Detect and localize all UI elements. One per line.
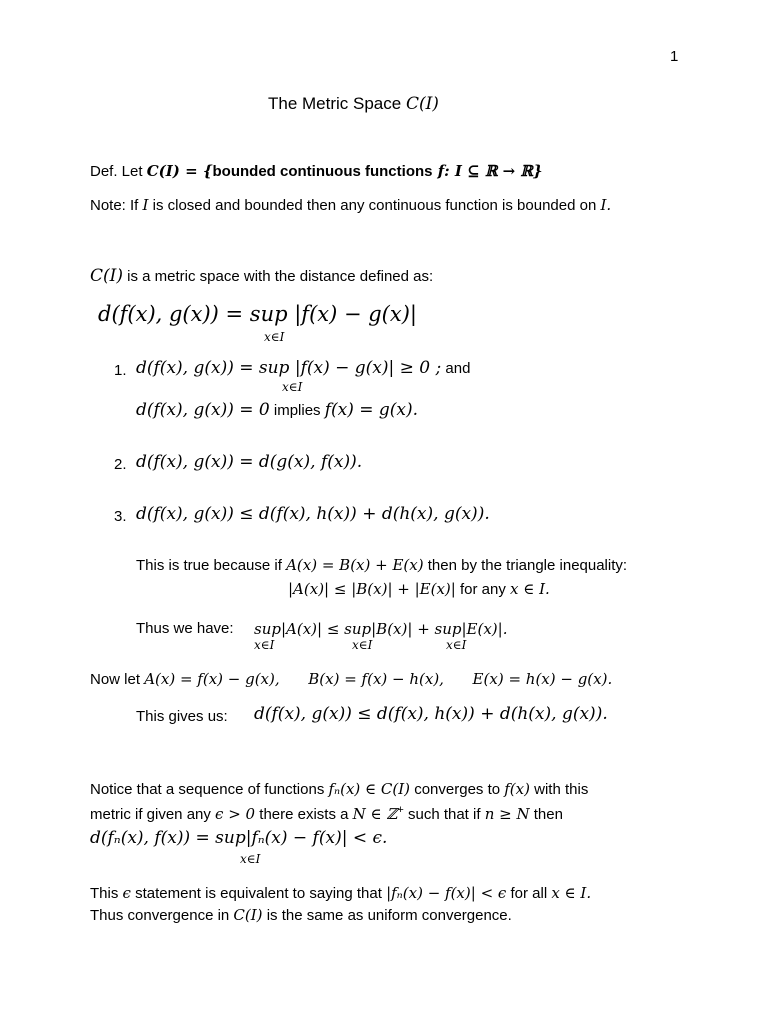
notice-text-b: converges to [410, 781, 505, 798]
notice2-math-eps: ϵ > 0 [215, 805, 256, 823]
eps-math-3: x ∈ I. [551, 884, 592, 902]
def-prefix: Def. Let [90, 163, 147, 180]
eps-text-a: This [90, 885, 123, 902]
true-end: then by the triangle inequality: [423, 557, 628, 574]
item3-number: 3. [114, 508, 127, 525]
def-math1: C(I) = { [146, 162, 213, 180]
item2-formula: d(f(x), g(x)) = d(g(x), f(x)). [136, 452, 363, 472]
eps-math-2: |fₙ(x) − f(x)| < ϵ [386, 884, 507, 902]
notice2-text-b: there exists a [255, 806, 353, 823]
eps-math-1: ϵ [122, 884, 131, 902]
title-text: The Metric Space [268, 94, 406, 113]
notice2-math-n: n ≥ N [484, 805, 530, 823]
nowlet-math: A(x) = f(x) − g(x), B(x) = f(x) − h(x), E(x) = h(x) − g(x). [144, 670, 613, 688]
convergence-line [90, 906, 512, 924]
thus-sub-3: x∈I [446, 638, 467, 652]
true-line [136, 556, 627, 574]
item1-line [136, 358, 470, 378]
notice-subscript: x∈I [240, 852, 261, 866]
notice2-text-c: such that if [403, 806, 485, 823]
notice-math-fn: fₙ(x) ∈ C(I) [328, 780, 411, 798]
notice2-math-N: N ∈ ℤ [352, 805, 398, 823]
ineq-math: |A(x)| ≤ |B(x)| + |E(x)| [288, 580, 456, 598]
metric-intro [90, 266, 433, 286]
notice-line-2 [90, 804, 563, 823]
eps-text-c: for all [506, 885, 552, 902]
ineq-text: for any [455, 581, 511, 598]
thus-sub-1: x∈I [254, 638, 275, 652]
note-mid: is closed and bounded then any continuous function is bounded on [148, 197, 601, 214]
note-I: I [142, 196, 149, 214]
true-text: This is true because if [136, 557, 287, 574]
conv-math: C(I) [233, 906, 263, 924]
nowlet-line [90, 670, 612, 688]
eps-text-b: statement is equivalent to saying that [130, 885, 387, 902]
notice2-text-a: metric if given any [90, 806, 216, 823]
notice-text-c: with this [529, 781, 589, 798]
item1-number: 1. [114, 362, 127, 379]
note-end: I. [600, 196, 612, 214]
item2-number: 2. [114, 456, 127, 473]
notice-line-1 [90, 780, 588, 798]
item1-formula: d(f(x), g(x)) = sup |f(x) − g(x)| ≥ 0 ; [136, 358, 442, 378]
item1b-math: d(f(x), g(x)) = 0 [136, 400, 270, 420]
metric-math: C(I) [90, 266, 123, 286]
conv-text-b: is the same as uniform convergence. [262, 907, 512, 924]
epsilon-line [90, 884, 591, 902]
true-math: A(x) = B(x) + E(x) [286, 556, 424, 574]
item1-subscript: x∈I [282, 380, 303, 394]
page-number: 1 [670, 48, 679, 65]
note [90, 196, 611, 214]
title-math: C(I) [405, 94, 439, 114]
item1b-text: implies [269, 402, 325, 419]
notice-text-a: Notice that a sequence of functions [90, 781, 329, 798]
gives-text: This gives us: [136, 708, 228, 725]
item1b-line [136, 400, 418, 420]
notice2-text-d: then [529, 806, 563, 823]
thus-text: Thus we have: [136, 620, 234, 637]
thus-math: sup|A(x)| ≤ sup|B(x)| + sup|E(x)|. [254, 620, 508, 638]
metric-text: is a metric space with the distance defined as: [123, 268, 434, 285]
gives-formula: d(f(x), g(x)) ≤ d(f(x), h(x)) + d(h(x), g(x)). [254, 704, 608, 724]
conv-text-a: Thus convergence in [90, 907, 234, 924]
item1-and: and [441, 360, 471, 377]
item1b-math2: f(x) = g(x). [324, 400, 419, 420]
thus-sub-2: x∈I [352, 638, 373, 652]
notice-math-f: f(x) [504, 780, 530, 798]
nowlet-text: Now let [90, 671, 145, 688]
definition [90, 162, 543, 180]
notice2-superscript: + [397, 804, 404, 816]
ineq-end: x ∈ I. [510, 580, 550, 598]
main-formula-subscript: x∈I [264, 330, 285, 344]
def-bold-text: bounded continuous functions [212, 163, 433, 180]
notice-formula: d(fₙ(x), f(x)) = sup|fₙ(x) − f(x)| < ϵ. [90, 828, 388, 848]
page-title [268, 94, 439, 114]
def-math2: f: I ⊆ ℝ → ℝ} [432, 162, 543, 180]
note-prefix: Note: If [90, 197, 143, 214]
main-formula: d(f(x), g(x)) = sup |f(x) − g(x)| [98, 302, 417, 326]
ineq-line [288, 580, 550, 598]
item3-formula: d(f(x), g(x)) ≤ d(f(x), h(x)) + d(h(x), g(x)). [136, 504, 490, 524]
